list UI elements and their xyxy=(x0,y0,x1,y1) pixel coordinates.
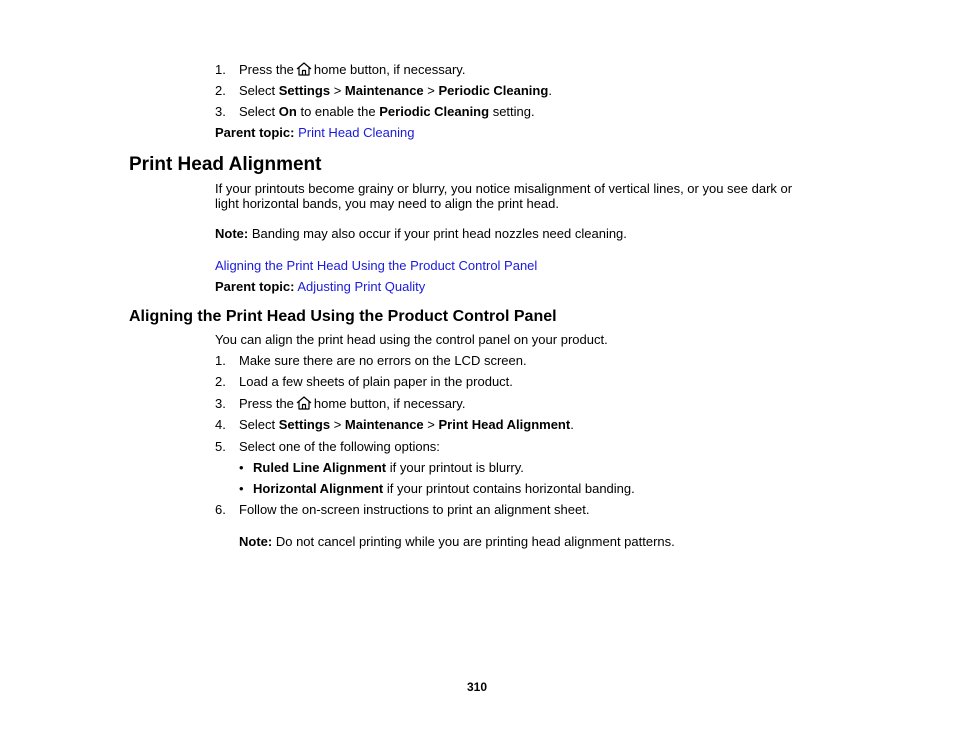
heading-print-head-alignment: Print Head Alignment xyxy=(129,154,322,175)
step-number: 3. xyxy=(215,396,226,411)
menu-print-head-alignment: Print Head Alignment xyxy=(438,417,571,432)
step-text: Load a few sheets of plain paper in the product. xyxy=(239,374,513,389)
bullet-mark: • xyxy=(239,460,244,475)
note-text: Banding may also occur if your print head nozzles need cleaning. xyxy=(251,226,627,241)
menu-separator: > xyxy=(333,417,342,432)
bullet-text xyxy=(253,460,524,476)
step-text-pre: Press the xyxy=(239,396,294,411)
step-number: 1. xyxy=(215,353,226,368)
menu-periodic-cleaning: Periodic Cleaning xyxy=(438,83,549,98)
step-text-mid: to enable the xyxy=(300,104,376,119)
link-aligning-print-head[interactable]: Aligning the Print Head Using the Product Control Panel xyxy=(215,258,538,273)
menu-separator: > xyxy=(333,83,342,98)
bullet-desc: if your printout is blurry. xyxy=(389,460,524,475)
step-text: Make sure there are no errors on the LCD screen. xyxy=(239,353,527,368)
option-on: On xyxy=(278,104,297,119)
step-number: 1. xyxy=(215,62,226,77)
step-text-post: home button, if necessary. xyxy=(313,396,466,411)
parent-topic-label: Parent topic: xyxy=(215,125,295,140)
step-number: 3. xyxy=(215,104,226,119)
step-text xyxy=(239,396,465,412)
parent-topic-2 xyxy=(215,279,425,295)
step-text-pre: Select xyxy=(239,104,276,119)
bullet-text xyxy=(253,481,635,497)
menu-separator: > xyxy=(427,417,435,432)
menu-maintenance: Maintenance xyxy=(344,417,424,432)
step-number: 2. xyxy=(215,83,226,98)
alignment-note xyxy=(215,226,627,242)
menu-settings: Settings xyxy=(278,417,331,432)
step-number: 6. xyxy=(215,502,226,517)
step-text xyxy=(239,83,552,99)
home-icon xyxy=(296,62,312,76)
setting-periodic-cleaning: Periodic Cleaning xyxy=(379,104,490,119)
step-text xyxy=(239,417,574,433)
subtopic-list xyxy=(215,258,537,274)
step-number: 4. xyxy=(215,417,226,432)
step-end: . xyxy=(570,417,574,432)
home-icon xyxy=(296,396,312,410)
step-text-pre: Select xyxy=(239,83,276,98)
option-ruled-line-alignment: Ruled Line Alignment xyxy=(253,460,387,475)
menu-settings: Settings xyxy=(278,83,331,98)
parent-topic-label: Parent topic: xyxy=(215,279,295,294)
alignment-intro-line-2: light horizontal bands, you may need to align the print head. xyxy=(215,196,560,211)
option-horizontal-alignment: Horizontal Alignment xyxy=(253,481,384,496)
step-number: 2. xyxy=(215,374,226,389)
step-text xyxy=(239,62,465,78)
step-end: setting. xyxy=(492,104,535,119)
note-label: Note: xyxy=(239,534,273,549)
control-panel-intro: You can align the print head using the control panel on your product. xyxy=(215,332,608,347)
step-text: Follow the on-screen instructions to print an alignment sheet. xyxy=(239,502,590,517)
bullet-desc: if your printout contains horizontal banding. xyxy=(386,481,635,496)
step-end: . xyxy=(548,83,552,98)
step-text-pre: Select xyxy=(239,417,276,432)
page-number: 310 xyxy=(466,680,488,694)
note-label: Note: xyxy=(215,226,249,241)
heading-aligning-control-panel: Aligning the Print Head Using the Product Control Panel xyxy=(129,308,557,325)
note-text: Do not cancel printing while you are printing head alignment patterns. xyxy=(275,534,675,549)
link-print-head-cleaning[interactable]: Print Head Cleaning xyxy=(298,125,415,140)
step-text-post: home button, if necessary. xyxy=(313,62,466,77)
step-text: Select one of the following options: xyxy=(239,439,440,454)
alignment-intro-line-1: If your printouts become grainy or blurry, you notice misalignment of vertical lines, or you see dark or xyxy=(215,181,793,196)
link-adjusting-print-quality[interactable]: Adjusting Print Quality xyxy=(297,279,426,294)
bullet-mark: • xyxy=(239,481,244,496)
step-text xyxy=(239,104,535,120)
control-panel-note xyxy=(239,534,675,550)
step-number: 5. xyxy=(215,439,226,454)
menu-maintenance: Maintenance xyxy=(344,83,424,98)
parent-topic-1 xyxy=(215,125,414,141)
step-text-pre: Press the xyxy=(239,62,294,77)
menu-separator: > xyxy=(427,83,435,98)
